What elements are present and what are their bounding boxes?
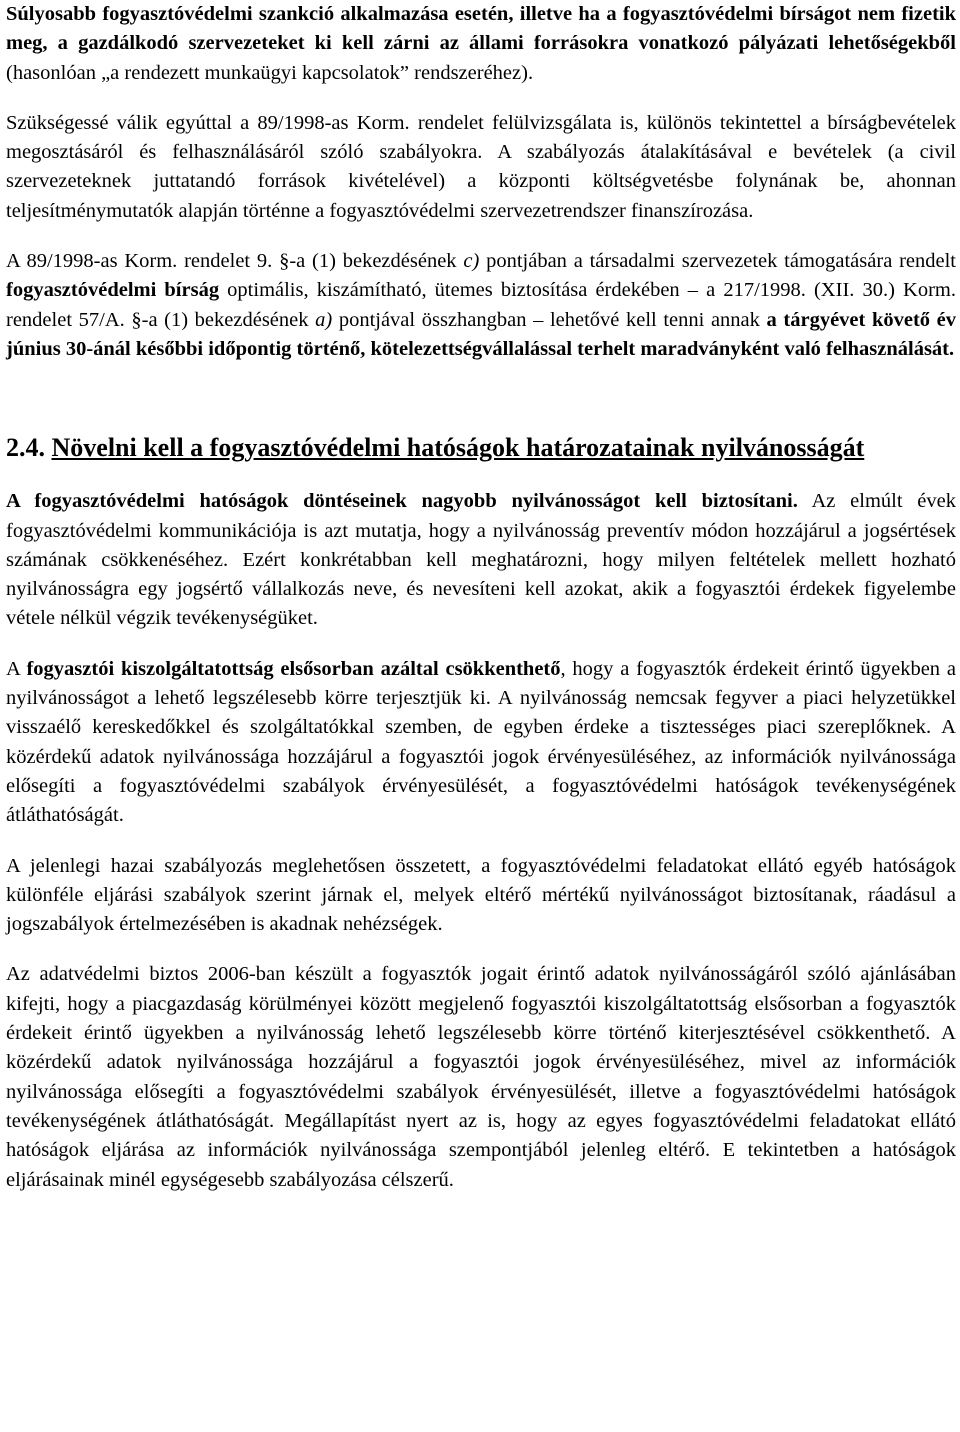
paragraph-4 [6,487,956,633]
text-run: Az adatvédelmi biztos 2006-ban készült a fogyasztók jogait érintő adatok nyilvánosságáról szóló ajánlásában kifejti, hogy a piacgazdaság körülményei között megjelenő fogyasztói kiszolgáltatottság elsősorban a fogyasztók érdekeit érintő ügyekben a nyilvánosság lehető legszélesebb körre történő kiterjesztésével csökkenthető. A közérdekű adatok nyilvánossága hozzájárul a fogyasztói jogok érvényesüléséhez, mivel az információk nyilvánossága elősegíti a fogyasztóvédelmi szabályok érvényesülését, illetve a fogyasztóvédelmi hatóságok tevékenységének átláthatóságát. Megállapítást nyert az is, hogy az egyes fogyasztóvédelmi feladatokat ellátó hatóságok eljárása az információk nyilvánossága szempontjából jelenleg eltérő. E tekintetben a hatóságok eljárásainak minél egységesebb szabályozása célszerű. [6,963,956,1191]
heading-text: Növelni kell a fogyasztóvédelmi hatóságok határozatainak nyilvánosságát [51,433,865,463]
text-run: Az elmúlt évek fogyasztóvédelmi kommunikációja is azt mutatja, hogy a nyilvánosság preventív módon hozzájárul a jogsértések számának csökkenéséhez. Ezért konkrétabban kell meghatározni, hogy milyen feltételek mellett hozható nyilvánosságra egy jogsértő vállalkozás neve, és nevesíteni kell azokat, akik a fogyasztói érdekek figyelembe vétele nélkül végzik tevékenységüket. [6,490,956,630]
text-run: c) [463,250,480,273]
heading-number: 2.4. [6,433,45,463]
text-run: a tárgyévet követő év június 30-ánál későbbi időpontig történő, kötelezettségvállalással terhelt maradványként való felhasználását. [6,308,956,360]
text-run: fogyasztói kiszolgáltatottság elsősorban azáltal csökkenthető [26,657,561,680]
text-run: pontjával összhangban – lehetővé kell tenni annak [332,308,767,331]
paragraph-1 [6,0,956,88]
text-run: , hogy a fogyasztók érdekeit érintő ügyekben a nyilvánosságot a lehető legszélesebb körre terjesztjük ki. A nyilvánosság nemcsak fegyver a piaci helyzetükkel visszaélő kereskedőkkel és szolgáltatókkal szemben, de egyben érdeke a tisztességes piaci szereplőknek. A közérdekű adatok nyilvánossága hozzájárul a fogyasztói jogok érvényesüléséhez, az információk nyilvánossága elősegíti a fogyasztóvédelmi szabályok érvényesülését, a fogyasztóvédelmi hatóságok tevékenységének átláthatóságát. [6,657,956,827]
text-run: A 89/1998-as Korm. rendelet 9. §-a (1) bekezdésének [6,250,464,273]
text-run: Szükségessé válik egyúttal a 89/1998-as Korm. rendelet felülvizsgálata is, különös tekintettel a bírságbevételek megosztásáról és felhasználásáról szóló szabályokra. A szabályozás átalakításával e bevételek (a civil szervezeteknek juttatandó források kivételével) a központi költségvetésbe folynának be, ahonnan teljesítménymutatók alapján történne a fogyasztóvédelmi szervezetrendszer finanszírozása. [6,111,956,222]
document-page [6,0,956,1195]
paragraph-6 [6,852,956,940]
text-run: (hasonlóan „a rendezett munkaügyi kapcsolatok” rendszeréhez). [6,61,534,84]
paragraph-2 [6,109,956,226]
section-heading [6,431,956,464]
text-run: A [6,657,27,680]
paragraph-7 [6,960,956,1194]
text-run: optimális, kiszámítható, ütemes biztosítása érdekében – a 217/1998. (XII. 30.) Korm. rendelet 57/A. §-a (1) bekezdésének [6,279,956,331]
text-run: A fogyasztóvédelmi hatóságok döntéseinek nagyobb nyilvánosságot kell biztosítani. [6,490,798,513]
text-run: pontjában a társadalmi szervezetek támogatására rendelt [479,250,956,273]
paragraph-3 [6,247,956,364]
text-run: A jelenlegi hazai szabályozás meglehetősen összetett, a fogyasztóvédelmi feladatokat ellátó egyéb hatóságok különféle eljárási szabályok szerint járnak el, melyek eltérő mértékű nyilvánosságot biztosítanak, ráadásul a jogszabályok értelmezésében is akadnak nehézségek. [6,854,956,936]
text-run: a) [315,308,333,331]
text-run: fogyasztóvédelmi bírság [6,279,220,302]
text-run: Súlyosabb fogyasztóvédelmi szankció alkalmazása esetén, illetve ha a fogyasztóvédelmi bírságot nem fizetik meg, a gazdálkodó szervezeteket ki kell zárni az állami forrásokra vonatkozó pályázati lehetőségekből [6,3,956,55]
paragraph-5 [6,655,956,831]
